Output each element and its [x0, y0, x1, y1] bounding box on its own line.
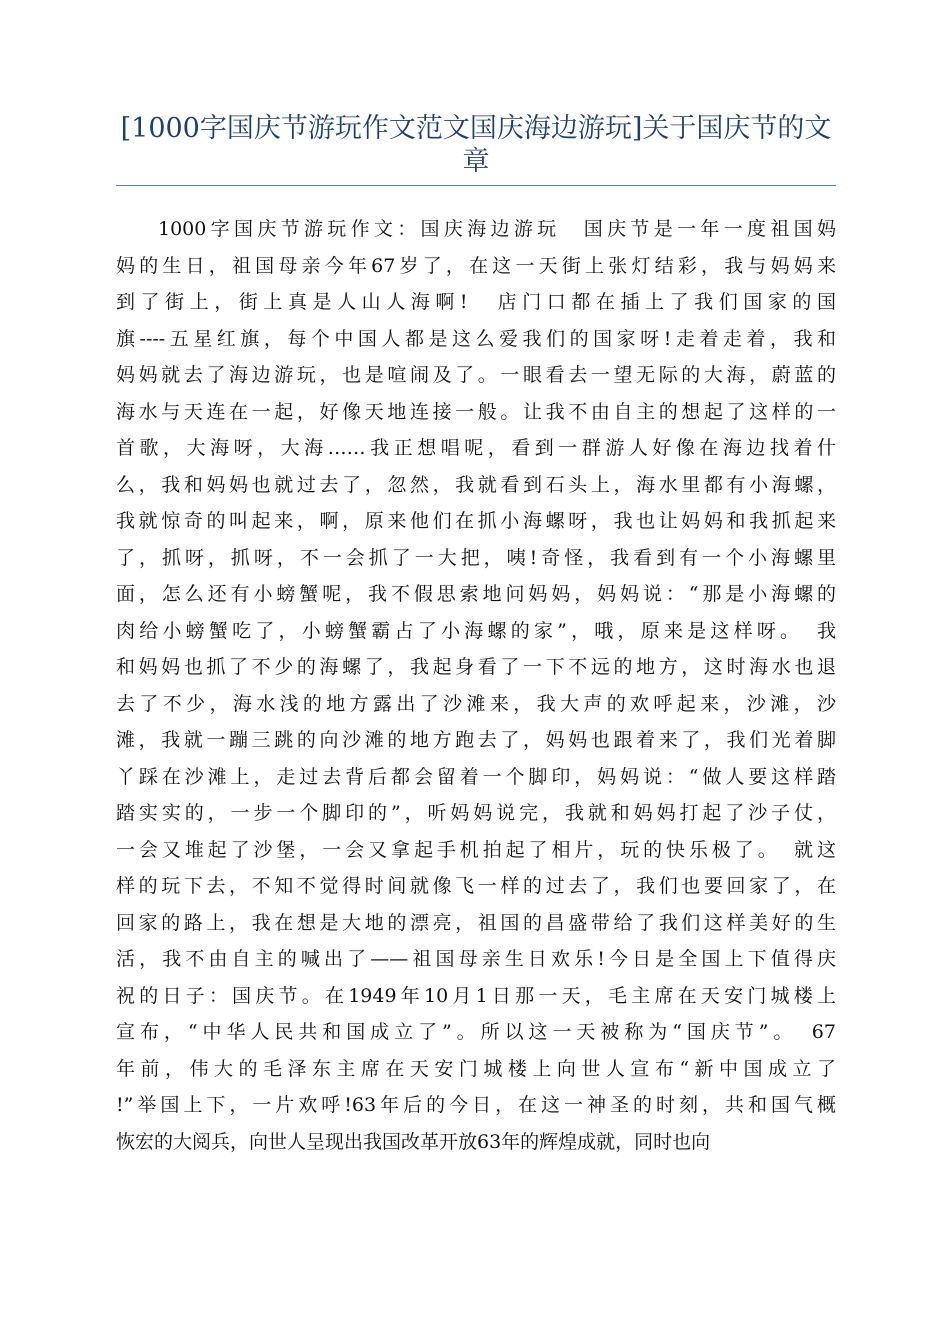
article-line: 滩，我就一蹦三跳的向沙滩的地方跑去了，妈妈也跟着来了，我们光着脚: [116, 729, 836, 751]
article-line: 海水与天连在一起，好像天地连接一般。让我不由自主的想起了这样的一: [116, 400, 836, 423]
article-line: 回家的路上，我在想是大地的漂亮，祖国的昌盛带给了我们这样美好的生: [116, 911, 836, 934]
article-line: 了，抓呀，抓呀，不一会抓了一大把，咦!奇怪，我看到有一个小海螺里: [116, 546, 836, 569]
article-line: 踏实实的，一步一个脚印的”，听妈妈说完，我就和妈妈打起了沙子仗，: [116, 802, 836, 824]
article-line: 宣布，“中华人民共和国成立了”。所以这一天被称为“国庆节”。 67: [116, 1021, 836, 1043]
article-line: 肉给小螃蟹吃了，小螃蟹霸占了小海螺的家”，哦，原来是这样呀。 我: [116, 619, 836, 642]
article-line: 活，我不由自主的喊出了——祖国母亲生日欢乐!今日是全国上下值得庆: [116, 948, 836, 970]
article-body: [116, 211, 836, 1160]
article-line: 去了不少，海水浅的地方露出了沙滩来，我大声的欢呼起来，沙滩，沙: [116, 692, 836, 715]
article-line: 旗----五星红旗，每个中国人都是这么爱我们的国家呀!走着走着，我和: [116, 327, 836, 350]
article-line: 首歌，大海呀，大海……我正想唱呢，看到一群游人好像在海边找着什: [116, 437, 836, 459]
article-line: 年前，伟大的毛泽东主席在天安门城楼上向世人宣布“新中国成立了: [116, 1057, 836, 1080]
article-line: 妈的生日，祖国母亲今年67岁了，在这一天街上张灯结彩，我与妈妈来: [116, 254, 836, 277]
article-line: 一会又堆起了沙堡，一会又拿起手机拍起了相片，玩的快乐极了。 就这: [116, 838, 836, 861]
article-line: 祝的日子：国庆节。在1949年10月1日那一天，毛主席在天安门城楼上: [116, 984, 836, 1007]
article-line: !”举国上下，一片欢呼!63年后的今日，在这一神圣的时刻，共和国气概: [116, 1094, 836, 1116]
article-line: 面，怎么还有小螃蟹呢，我不假思索地问妈妈，妈妈说：“那是小海螺的: [116, 583, 836, 605]
document-title: [1000字国庆节游玩作文范文国庆海边游玩]关于国庆节的文章: [120, 113, 832, 177]
article-line: 恢宏的大阅兵，向世人呈现出我国改革开放63年的辉煌成就，同时也向: [116, 1130, 711, 1153]
article-line: 和妈妈也抓了不少的海螺了，我起身看了一下不远的地方，这时海水也退: [116, 656, 836, 678]
title-underline: [116, 185, 836, 186]
article-line: 丫踩在沙滩上，走过去背后都会留着一个脚印，妈妈说：“做人要这样踏: [116, 765, 836, 788]
article-line: 1000字国庆节游玩作文：国庆海边游玩 国庆节是一年一度祖国妈: [158, 218, 836, 240]
article-line: 妈妈就去了海边游玩，也是喧闹及了。一眼看去一望无际的大海，蔚蓝的: [116, 364, 836, 386]
article-line: 我就惊奇的叫起来，啊，原来他们在抓小海螺呀，我也让妈妈和我抓起来: [116, 510, 836, 532]
article-line: 样的玩下去，不知不觉得时间就像飞一样的过去了，我们也要回家了，在: [116, 875, 836, 897]
article-line: 到了街上，街上真是人山人海啊! 店门口都在插上了我们国家的国: [116, 291, 836, 313]
article-line: 么，我和妈妈也就过去了，忽然，我就看到石头上，海水里都有小海螺，: [116, 473, 836, 496]
